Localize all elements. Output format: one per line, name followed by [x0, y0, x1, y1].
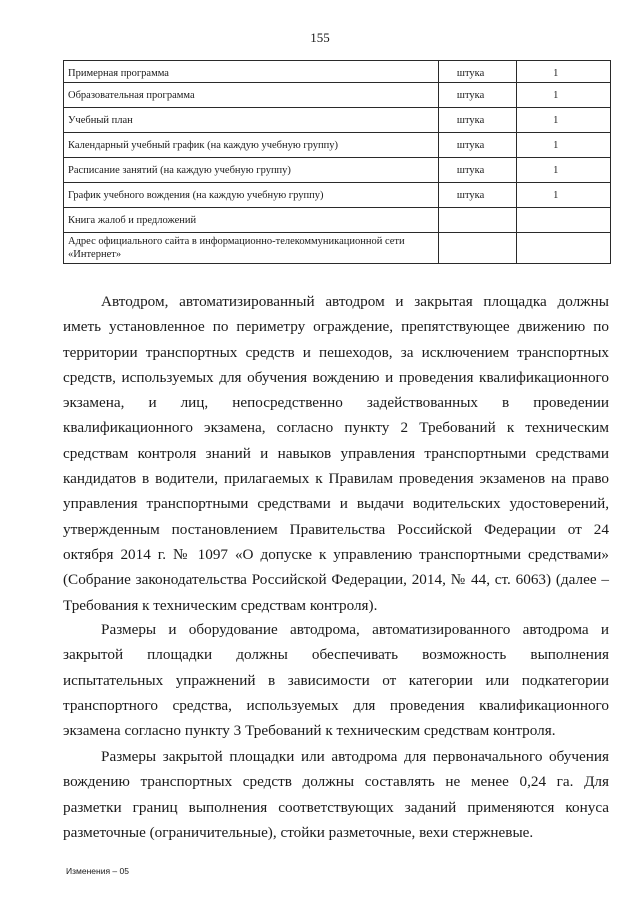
- table-row: [64, 61, 611, 83]
- table-row: [64, 108, 611, 133]
- table-cell-unit: штука: [438, 61, 516, 83]
- table-cell-unit: штука: [438, 133, 516, 158]
- table-cell-name: Книга жалоб и предложений: [64, 208, 439, 233]
- table-row: [64, 233, 611, 264]
- paragraph-area-size: Размеры закрытой площадки или автодрома для первоначального обучения вождению транспортных средств должны составлять не менее 0,24 га. Для разметки границ выполнения соответствующих заданий применяются конуса разметочные (ограничительные), стойки разметочные, вехи стержневые.: [63, 748, 609, 841]
- table-row: [64, 208, 611, 233]
- table-row: [64, 83, 611, 108]
- table-cell-qty: 1: [517, 183, 611, 208]
- table-cell-name: Расписание занятий (на каждую учебную группу): [64, 158, 439, 183]
- table-row: [64, 183, 611, 208]
- table-cell-name: Адрес официального сайта в информационно-телекоммуникационной сети «Интернет»: [64, 233, 439, 264]
- equipment-table: [63, 60, 611, 264]
- table-row: [64, 158, 611, 183]
- table-cell-name: График учебного вождения (на каждую учебную группу): [64, 183, 439, 208]
- table-cell-name: Календарный учебный график (на каждую учебную группу): [64, 133, 439, 158]
- table-cell-qty: 1: [517, 108, 611, 133]
- paragraph-autodrom-equipment: Размеры и оборудование автодрома, автоматизированного автодрома и закрытой площадки должны обеспечивать возможность выполнения испытательных упражнений в зависимости от категории или подкатегории транспортного средства, используемых для проведения квалификационного экзамена согласно пункту 3 Требований к техническим средствам контроля.: [63, 621, 609, 740]
- table-cell-qty: 1: [517, 61, 611, 83]
- table-cell-unit: штука: [438, 183, 516, 208]
- table-cell-name: Учебный план: [64, 108, 439, 133]
- table-cell-unit: [438, 208, 516, 233]
- table-cell-name: Примерная программа: [64, 61, 439, 83]
- paragraph-autodrom-fence: Автодром, автоматизированный автодром и закрытая площадка должны иметь установленное по периметру ограждение, препятствующее движению по территории транспортных средств и пешеходов, за исключением транспортных средств, используемых для обучения вождению и проведения квалификационного экзамена, и лиц, непосредственно задействованных в проведении квалификационного экзамена, согласно пункту 2 Требований к техническим средствам контроля знаний и навыков управления транспортными средствами кандидатов в водители, прилагаемых к Правилам проведения экзаменов на право управления транспортными средствами и выдачи водительских удостоверений, утвержденным постановлением Правительства Российской Федерации от 24 октября 2014 г. № 1097 «О допуске к управлению транспортными средствами» (Собрание законодательства Российской Федерации, 2014, № 44, ст. 6063) (далее – Требования к техническим средствам контроля).: [63, 293, 609, 614]
- page-number: 155: [310, 30, 330, 45]
- table-cell-unit: штука: [438, 83, 516, 108]
- table-cell-unit: штука: [438, 158, 516, 183]
- table-cell-unit: [438, 233, 516, 264]
- table-cell-qty: 1: [517, 158, 611, 183]
- table-row: [64, 133, 611, 158]
- table-cell-unit: штука: [438, 108, 516, 133]
- table-cell-qty: [517, 233, 611, 264]
- table-cell-qty: 1: [517, 133, 611, 158]
- table-cell-qty: [517, 208, 611, 233]
- footer-revision-note: Изменения – 05: [66, 866, 129, 876]
- table-cell-name: Образовательная программа: [64, 83, 439, 108]
- table-cell-qty: 1: [517, 83, 611, 108]
